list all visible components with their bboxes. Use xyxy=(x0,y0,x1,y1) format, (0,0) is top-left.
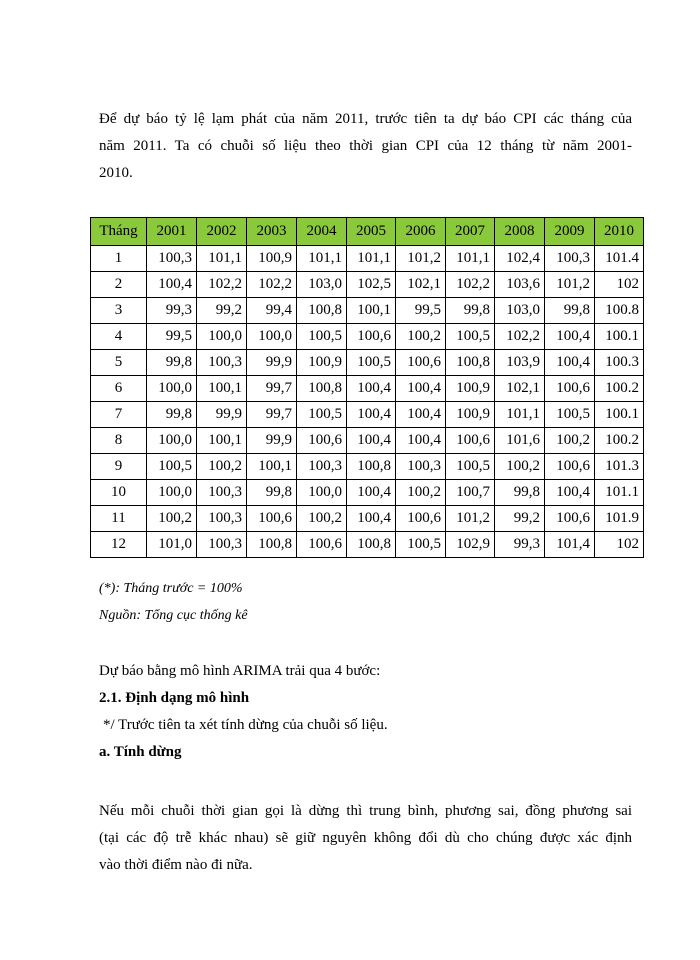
table-cell-value: 99,8 xyxy=(247,480,297,506)
table-cell-value: 100,1 xyxy=(347,298,396,324)
table-row xyxy=(91,324,644,350)
table-cell-value: 100,4 xyxy=(347,402,396,428)
table-cell-value: 100,5 xyxy=(446,454,495,480)
table-cell-month: 5 xyxy=(91,350,147,376)
table-row xyxy=(91,376,644,402)
table-cell-value: 99,5 xyxy=(396,298,446,324)
outro-line-1: Nếu mỗi chuỗi thời gian gọi là dừng thì trung bình, phương sai, đồng phương sai xyxy=(99,803,632,819)
table-cell-month: 9 xyxy=(91,454,147,480)
table-cell-value: 100,8 xyxy=(297,376,347,402)
table-cell-value: 101,6 xyxy=(495,428,545,454)
table-cell-value: 100,4 xyxy=(347,428,396,454)
table-cell-value: 99,8 xyxy=(446,298,495,324)
first-step-text: */ Trước tiên ta xét tính dừng của chuỗi số liệu. xyxy=(103,717,388,733)
table-cell-value: 99,5 xyxy=(147,324,197,350)
table-cell-value: 100,9 xyxy=(297,350,347,376)
table-cell-value: 102,2 xyxy=(247,272,297,298)
table-cell-value: 101,2 xyxy=(545,272,595,298)
table-cell-value: 99,8 xyxy=(545,298,595,324)
table-cell-value: 100,0 xyxy=(197,324,247,350)
table-cell-value: 99,4 xyxy=(247,298,297,324)
intro-line-1: Để dự báo tỷ lệ lạm phát của năm 2011, trước tiên ta dự báo CPI các tháng của xyxy=(99,111,632,127)
table-row xyxy=(91,428,644,454)
table-cell-value: 100,6 xyxy=(545,506,595,532)
table-cell-value: 99,3 xyxy=(147,298,197,324)
table-cell-value: 99,7 xyxy=(247,402,297,428)
table-cell-value: 100,6 xyxy=(545,376,595,402)
table-row xyxy=(91,350,644,376)
table-cell-value: 100,3 xyxy=(197,350,247,376)
table-cell-value: 100,4 xyxy=(147,272,197,298)
table-cell-value: 100,3 xyxy=(297,454,347,480)
table-row xyxy=(91,402,644,428)
table-cell-value: 100,0 xyxy=(147,480,197,506)
table-cell-value: 100,5 xyxy=(396,532,446,558)
header-cell-year: 2009 xyxy=(545,218,595,246)
table-cell-value: 100,5 xyxy=(147,454,197,480)
table-cell-value: 99,9 xyxy=(247,350,297,376)
table-cell-value: 100,4 xyxy=(347,376,396,402)
table-cell-value: 100,6 xyxy=(545,454,595,480)
table-cell-value: 101.3 xyxy=(595,454,644,480)
table-cell-value: 100,8 xyxy=(247,532,297,558)
table-cell-value: 100,5 xyxy=(347,350,396,376)
table-cell-value: 100,8 xyxy=(347,532,396,558)
table-cell-month: 12 xyxy=(91,532,147,558)
table-cell-month: 10 xyxy=(91,480,147,506)
table-cell-value: 100,2 xyxy=(396,480,446,506)
table-cell-value: 102,2 xyxy=(446,272,495,298)
subsection-heading: a. Tính dừng xyxy=(99,744,182,760)
table-cell-value: 101,2 xyxy=(446,506,495,532)
table-cell-value: 100,5 xyxy=(545,402,595,428)
header-cell-year: 2008 xyxy=(495,218,545,246)
header-cell-year: 2007 xyxy=(446,218,495,246)
note-source: Nguồn: Tổng cục thống kê xyxy=(99,608,248,623)
table-cell-value: 100.2 xyxy=(595,376,644,402)
table-header-row xyxy=(91,218,644,246)
table-cell-value: 100,5 xyxy=(446,324,495,350)
table-row xyxy=(91,298,644,324)
table-row xyxy=(91,480,644,506)
cpi-table xyxy=(90,217,644,558)
table-cell-value: 100,7 xyxy=(446,480,495,506)
table-cell-value: 100,5 xyxy=(297,324,347,350)
table-cell-value: 100,8 xyxy=(297,298,347,324)
table-cell-value: 100,3 xyxy=(396,454,446,480)
table-cell-value: 100,2 xyxy=(396,324,446,350)
table-cell-value: 100,4 xyxy=(396,402,446,428)
table-cell-value: 100,6 xyxy=(396,350,446,376)
table-cell-value: 102,4 xyxy=(495,246,545,272)
table-cell-value: 103,9 xyxy=(495,350,545,376)
table-cell-value: 100,9 xyxy=(247,246,297,272)
table-cell-value: 100,6 xyxy=(446,428,495,454)
table-cell-month: 8 xyxy=(91,428,147,454)
table-cell-value: 100,2 xyxy=(545,428,595,454)
table-cell-value: 101,1 xyxy=(347,246,396,272)
table-cell-month: 4 xyxy=(91,324,147,350)
table-cell-value: 99,7 xyxy=(247,376,297,402)
table-cell-value: 100,1 xyxy=(197,376,247,402)
table-cell-value: 102,5 xyxy=(347,272,396,298)
intro-paragraph xyxy=(99,106,632,187)
table-cell-value: 100,6 xyxy=(396,506,446,532)
table-cell-value: 100,0 xyxy=(247,324,297,350)
table-cell-month: 7 xyxy=(91,402,147,428)
table-cell-value: 102,9 xyxy=(446,532,495,558)
table-cell-value: 100,1 xyxy=(197,428,247,454)
table-cell-month: 11 xyxy=(91,506,147,532)
table-cell-value: 100.3 xyxy=(595,350,644,376)
header-cell-year: 2001 xyxy=(147,218,197,246)
table-cell-value: 100,3 xyxy=(197,506,247,532)
section-heading: 2.1. Định dạng mô hình xyxy=(99,690,250,706)
table-cell-value: 99,9 xyxy=(247,428,297,454)
outro-paragraph xyxy=(99,798,632,879)
table-cell-value: 101.9 xyxy=(595,506,644,532)
table-cell-value: 100,4 xyxy=(347,506,396,532)
table-cell-value: 103,6 xyxy=(495,272,545,298)
table-cell-value: 100,6 xyxy=(297,532,347,558)
note-base-period: (*): Tháng trước = 100% xyxy=(99,581,243,596)
outro-line-2: (tại các độ trễ khác nhau) sẽ giữ nguyên không đổi dù cho chúng được xác định xyxy=(99,830,632,846)
table-cell-month: 3 xyxy=(91,298,147,324)
table-row xyxy=(91,454,644,480)
table-cell-month: 2 xyxy=(91,272,147,298)
table-cell-value: 102,1 xyxy=(396,272,446,298)
table-cell-value: 100.1 xyxy=(595,402,644,428)
table-cell-value: 102 xyxy=(595,532,644,558)
table-cell-value: 100,2 xyxy=(495,454,545,480)
table-cell-value: 100,3 xyxy=(197,480,247,506)
table-cell-value: 101,0 xyxy=(147,532,197,558)
table-cell-value: 100,6 xyxy=(247,506,297,532)
table-cell-value: 101.1 xyxy=(595,480,644,506)
table-cell-value: 103,0 xyxy=(495,298,545,324)
table-cell-value: 101,2 xyxy=(396,246,446,272)
table-cell-value: 100,8 xyxy=(347,454,396,480)
table-cell-value: 100,6 xyxy=(297,428,347,454)
table-cell-value: 99,9 xyxy=(197,402,247,428)
table-cell-value: 100,4 xyxy=(347,480,396,506)
table-cell-value: 99,2 xyxy=(197,298,247,324)
table-cell-value: 101,4 xyxy=(545,532,595,558)
table-cell-value: 100,2 xyxy=(197,454,247,480)
table-cell-value: 101,1 xyxy=(297,246,347,272)
table-cell-value: 99,8 xyxy=(147,350,197,376)
arima-intro: Dự báo bằng mô hình ARIMA trải qua 4 bước: xyxy=(99,663,381,679)
table-cell-value: 100,9 xyxy=(446,376,495,402)
table-cell-value: 100,6 xyxy=(347,324,396,350)
table-cell-value: 100,0 xyxy=(147,428,197,454)
table-cell-value: 100,4 xyxy=(545,480,595,506)
table-cell-value: 103,0 xyxy=(297,272,347,298)
table-cell-value: 100,5 xyxy=(297,402,347,428)
table-cell-value: 102,2 xyxy=(197,272,247,298)
intro-line-3: 2010. xyxy=(99,165,133,181)
table-cell-value: 100,9 xyxy=(446,402,495,428)
table-cell-value: 102,2 xyxy=(495,324,545,350)
table-cell-value: 101,1 xyxy=(495,402,545,428)
table-cell-value: 101.4 xyxy=(595,246,644,272)
outro-line-3: vào thời điểm nào đi nữa. xyxy=(99,857,253,873)
header-cell-month: Tháng xyxy=(91,218,147,246)
header-cell-year: 2004 xyxy=(297,218,347,246)
header-cell-year: 2010 xyxy=(595,218,644,246)
table-cell-month: 6 xyxy=(91,376,147,402)
table-cell-value: 100.1 xyxy=(595,324,644,350)
table-row xyxy=(91,246,644,272)
table-cell-value: 100,2 xyxy=(297,506,347,532)
table-cell-value: 100,4 xyxy=(396,428,446,454)
table-cell-value: 100,3 xyxy=(545,246,595,272)
table-cell-value: 100,3 xyxy=(147,246,197,272)
table-cell-value: 102,1 xyxy=(495,376,545,402)
table-cell-value: 100,4 xyxy=(396,376,446,402)
table-cell-value: 100,3 xyxy=(197,532,247,558)
table-body xyxy=(91,246,644,558)
table-cell-value: 102 xyxy=(595,272,644,298)
table-cell-value: 99,8 xyxy=(495,480,545,506)
table-cell-value: 100,0 xyxy=(297,480,347,506)
intro-line-2: năm 2011. Ta có chuỗi số liệu theo thời gian CPI của 12 tháng từ năm 2001- xyxy=(99,138,632,154)
table-cell-value: 100.2 xyxy=(595,428,644,454)
header-cell-year: 2002 xyxy=(197,218,247,246)
header-cell-year: 2006 xyxy=(396,218,446,246)
table-row xyxy=(91,532,644,558)
table-cell-value: 100.8 xyxy=(595,298,644,324)
table-cell-value: 100,4 xyxy=(545,350,595,376)
header-cell-year: 2003 xyxy=(247,218,297,246)
table-cell-value: 100,0 xyxy=(147,376,197,402)
table-cell-value: 99,2 xyxy=(495,506,545,532)
table-cell-value: 101,1 xyxy=(197,246,247,272)
table-cell-value: 100,2 xyxy=(147,506,197,532)
table-cell-month: 1 xyxy=(91,246,147,272)
table-cell-value: 99,8 xyxy=(147,402,197,428)
table-row xyxy=(91,272,644,298)
header-cell-year: 2005 xyxy=(347,218,396,246)
table-cell-value: 100,4 xyxy=(545,324,595,350)
table-cell-value: 100,8 xyxy=(446,350,495,376)
table-cell-value: 101,1 xyxy=(446,246,495,272)
table-cell-value: 100,1 xyxy=(247,454,297,480)
table-cell-value: 99,3 xyxy=(495,532,545,558)
table-row xyxy=(91,506,644,532)
